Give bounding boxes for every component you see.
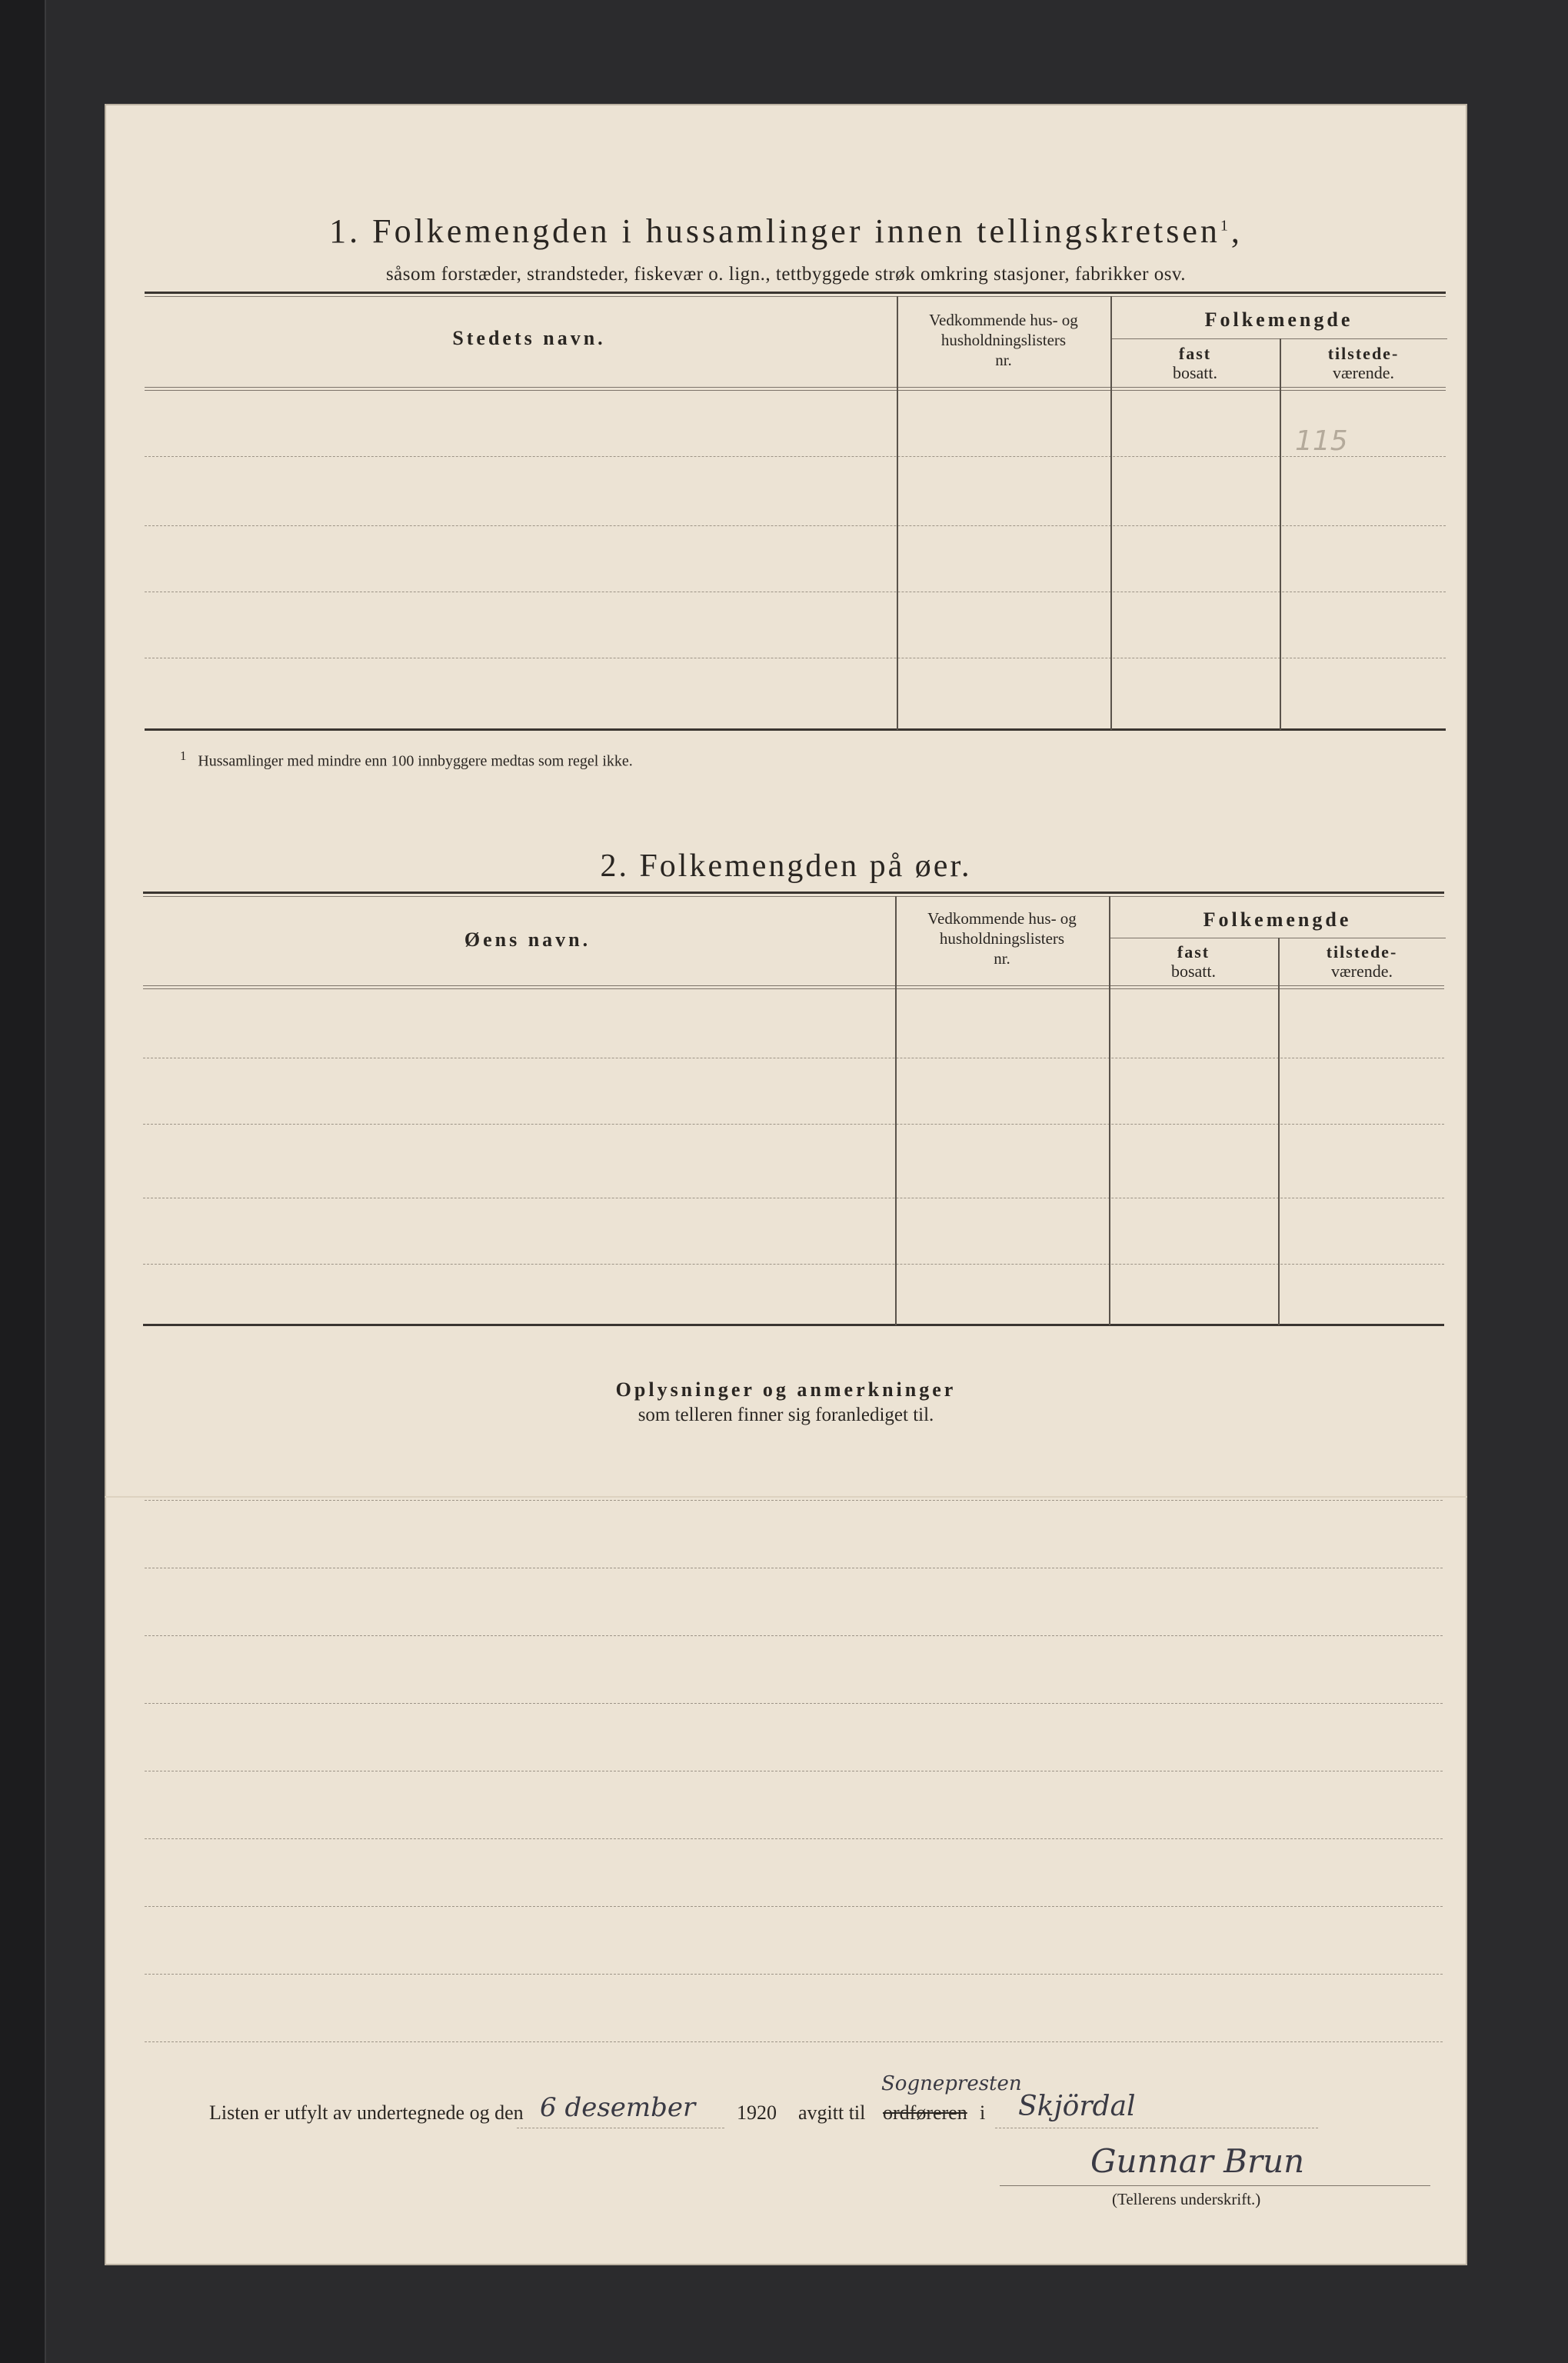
section1-title-comma: , — [1230, 212, 1243, 250]
table2-vaerende-label: værende. — [1330, 962, 1393, 981]
table1-bottom-rule — [145, 728, 1446, 731]
table2-row-line — [143, 1264, 1444, 1265]
remarks-line — [145, 1703, 1443, 1704]
section1-title — [105, 212, 1467, 251]
footnote-text: Hussamlinger med mindre enn 100 innbyggere medtas som regel ikke. — [198, 752, 633, 770]
section1-number: 1. — [329, 212, 361, 250]
table1-tilstede-label: tilstede- — [1327, 344, 1400, 363]
table1-row-line — [145, 525, 1446, 526]
table2-row-line — [143, 1124, 1444, 1125]
section2-title — [105, 848, 1467, 885]
remarks-line — [145, 1500, 1443, 1501]
page-fold — [105, 1496, 1467, 1498]
signature-statement — [209, 2072, 1440, 2138]
table2-divider — [895, 896, 897, 1325]
signature-date: 6 desember — [540, 2092, 696, 2123]
table2-col-fast-header — [1109, 942, 1278, 981]
table1-col-pop-header: Folkemengde — [1204, 308, 1353, 331]
teller-signature-caption: (Tellerens underskrift.) — [1112, 2190, 1261, 2208]
table2-col-name-header: Øens navn. — [464, 928, 591, 951]
section1-title-text: Folkemengden i hussamlinger innen tellingskretsen — [372, 212, 1220, 250]
table2-divider — [1278, 938, 1280, 1325]
table1-col-name-header: Stedets navn. — [452, 327, 606, 349]
table1-header-rule — [145, 387, 1446, 388]
remarks-line — [145, 1906, 1443, 1907]
book-binding — [0, 0, 46, 2363]
signature-year: 1920 — [737, 2101, 777, 2124]
remarks-line — [145, 1635, 1443, 1636]
table2-tilstede-label: tilstede- — [1326, 942, 1398, 962]
table2-col-tilstede-header — [1278, 942, 1446, 981]
table1-col-tilstede-header — [1280, 344, 1447, 382]
table1-divider — [1280, 338, 1281, 730]
section1-subtitle: såsom forstæder, strandsteder, fiskevær o. lign., tettbyggede strøk omkring stasjoner, fabrikker osv. — [385, 264, 1187, 285]
table1-vaerende-label: værende. — [1332, 363, 1395, 382]
table2-top-rule — [143, 892, 1444, 894]
table2-fast-label: fast — [1177, 942, 1210, 962]
census-form-page — [105, 104, 1467, 2265]
table1-divider — [1110, 296, 1112, 730]
remarks-subheading: som telleren finner sig foranlediget til. — [638, 1405, 934, 1425]
table1-pop-header-rule — [1110, 338, 1447, 339]
remarks-heading: Oplysninger og anmerkninger — [615, 1378, 957, 1401]
table2-divider — [1109, 896, 1110, 1325]
table1-fast-label: fast — [1178, 344, 1212, 363]
signature-i: i — [980, 2101, 986, 2124]
table2-top-rule-2 — [143, 896, 1444, 897]
table1-row-line — [145, 456, 1446, 457]
table2-col-list-line2: husholdningslisters — [939, 929, 1065, 948]
section2-title-text: Folkemengden på øer. — [639, 848, 972, 884]
table2-header-rule — [143, 985, 1444, 986]
table2-col-list-line3: nr. — [994, 949, 1010, 968]
teller-signature: Gunnar Brun — [1090, 2142, 1305, 2180]
table2-header-rule-2 — [143, 988, 1444, 989]
table1-col-list-header — [897, 310, 1110, 370]
table2-col-pop-header: Folkemengde — [1203, 908, 1352, 931]
signature-avgitt: avgitt til — [798, 2101, 866, 2124]
table1-top-rule-2 — [145, 296, 1446, 297]
footnote-mark: 1 — [180, 748, 187, 763]
signature-recipient: Sognepresten — [881, 2072, 1022, 2095]
table1-top-rule — [145, 292, 1446, 294]
section2-number: 2. — [600, 848, 629, 884]
table2-col-list-line1: Vedkommende hus- og — [927, 909, 1077, 928]
teller-signature-line — [1000, 2185, 1430, 2186]
table1-col-fast-header — [1110, 344, 1280, 382]
signature-place: Skjördal — [1018, 2091, 1136, 2122]
table1-pencil-value: 115 — [1295, 425, 1348, 457]
table1-divider — [897, 296, 898, 730]
table2-bosatt-label: bosatt. — [1170, 962, 1217, 981]
table2-bottom-rule — [143, 1324, 1444, 1326]
table1-bosatt-label: bosatt. — [1172, 363, 1218, 382]
section1-title-sup: 1 — [1220, 217, 1231, 235]
remarks-line — [145, 1974, 1443, 1975]
signature-prefix: Listen er utfylt av undertegnede og den — [209, 2101, 524, 2124]
table1-header-rule-2 — [145, 390, 1446, 391]
table1-col-list-line1: Vedkommende hus- og — [929, 311, 1078, 329]
table1-col-list-line3: nr. — [995, 351, 1012, 369]
table2-col-list-header — [895, 908, 1109, 968]
signature-recipient-struck: ordføreren — [883, 2101, 967, 2124]
remarks-line — [145, 2041, 1443, 2042]
table1-col-list-line2: husholdningslisters — [940, 331, 1067, 349]
remarks-line — [145, 1838, 1443, 1839]
section1-footnote — [180, 748, 633, 771]
